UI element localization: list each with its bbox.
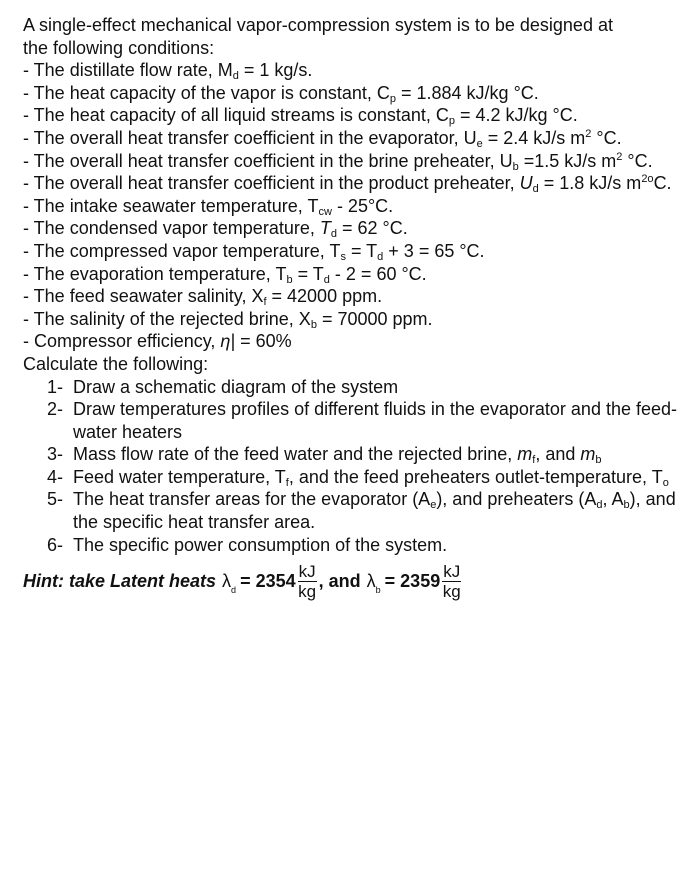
unit-fraction-d: $\frac{kJ}{kg}$ [298, 562, 317, 602]
hint-line [23, 562, 686, 601]
condition-distillate-flow: - The distillate flow rate, $M_d = 1$ kg/s. [23, 60, 313, 83]
condition-compressed-vapor-temperature: - The compressed vapor temperature, $T_s = T_d + 3 = 65$ °C. [23, 240, 485, 263]
task-list [23, 376, 686, 557]
condition-product-preheater-u: - The overall heat transfer coefficient in the product preheater, $U_d = 1.8$ kJ/s $m^{2o}C$. [23, 173, 672, 196]
problem-intro [23, 14, 686, 59]
task-item-1: 1- Draw a schematic diagram of the system [47, 376, 399, 397]
task-item-3: 3- Mass flow rate of the feed water and the rejected brine, $m_f$, and $m_b$ [47, 444, 602, 467]
intro-line-1: A single-effect mechanical vapor-compression system is to be designed at [23, 15, 613, 35]
task-item-6: 6- The specific power consumption of the system. [47, 534, 448, 555]
lambda-d-value: = 2354 [240, 571, 296, 592]
lambda-d-symbol: $\lambda_d$ [222, 571, 237, 596]
task-item-5: 5- The heat transfer areas for the evaporator $(A_e)$, and preheaters ($A_d$, $A_b$), and the specific heat transfer area. [47, 489, 676, 533]
condition-compressor-efficiency: - Compressor efficiency, η| = 60% [23, 331, 292, 352]
lambda-b-symbol: $\lambda_b$ [366, 571, 381, 596]
condition-feed-salinity: - The feed seawater salinity, $X_f = 42000$ ppm. [23, 286, 383, 309]
unit-fraction-b: $\frac{kJ}{kg}$ [442, 562, 461, 602]
calculate-heading: Calculate the following: [23, 353, 209, 374]
condition-brine-salinity: - The salinity of the rejected brine, $X_b = 70000$ ppm. [23, 308, 433, 331]
hint-and: , and [318, 571, 361, 592]
condition-vapor-heat-capacity: - The heat capacity of the vapor is constant, $C_p = 1.884$ kJ/kg °C. [23, 82, 539, 105]
condition-intake-temperature: - The intake seawater temperature, $T_{cw} - 25^\circ C$. [23, 195, 394, 218]
task-item-4: 4- Feed water temperature, $T_f$, and the feed preheaters outlet-temperature, $T_o$ [47, 466, 669, 489]
lambda-b-value: = 2359 [384, 571, 441, 592]
conditions-list [23, 59, 686, 353]
condition-condensed-vapor-temperature: - The condensed vapor temperature, $T_d = 62$ °C. [23, 218, 408, 241]
condition-evaporator-u: - The overall heat transfer coefficient in the evaporator, $U_e = 2.4$ kJ/s $m^2$ °C. [23, 127, 622, 150]
task-item-2: 2- Draw temperatures profiles of different fluids in the evaporator and the feed-water heaters [47, 399, 678, 442]
condition-liquid-heat-capacity: - The heat capacity of all liquid streams is constant, $C_p = 4.2$ kJ/kg °C. [23, 105, 578, 128]
hint-label: Hint: take Latent heats [23, 571, 217, 592]
condition-brine-preheater-u: - The overall heat transfer coefficient in the brine preheater, $U_b =1.5$ kJ/s $m^2$ °C. [23, 150, 653, 173]
intro-line-2: the following conditions: [23, 37, 215, 58]
condition-evaporation-temperature: - The evaporation temperature, $T_b = T_d - 2 = 60$ °C. [23, 263, 427, 286]
